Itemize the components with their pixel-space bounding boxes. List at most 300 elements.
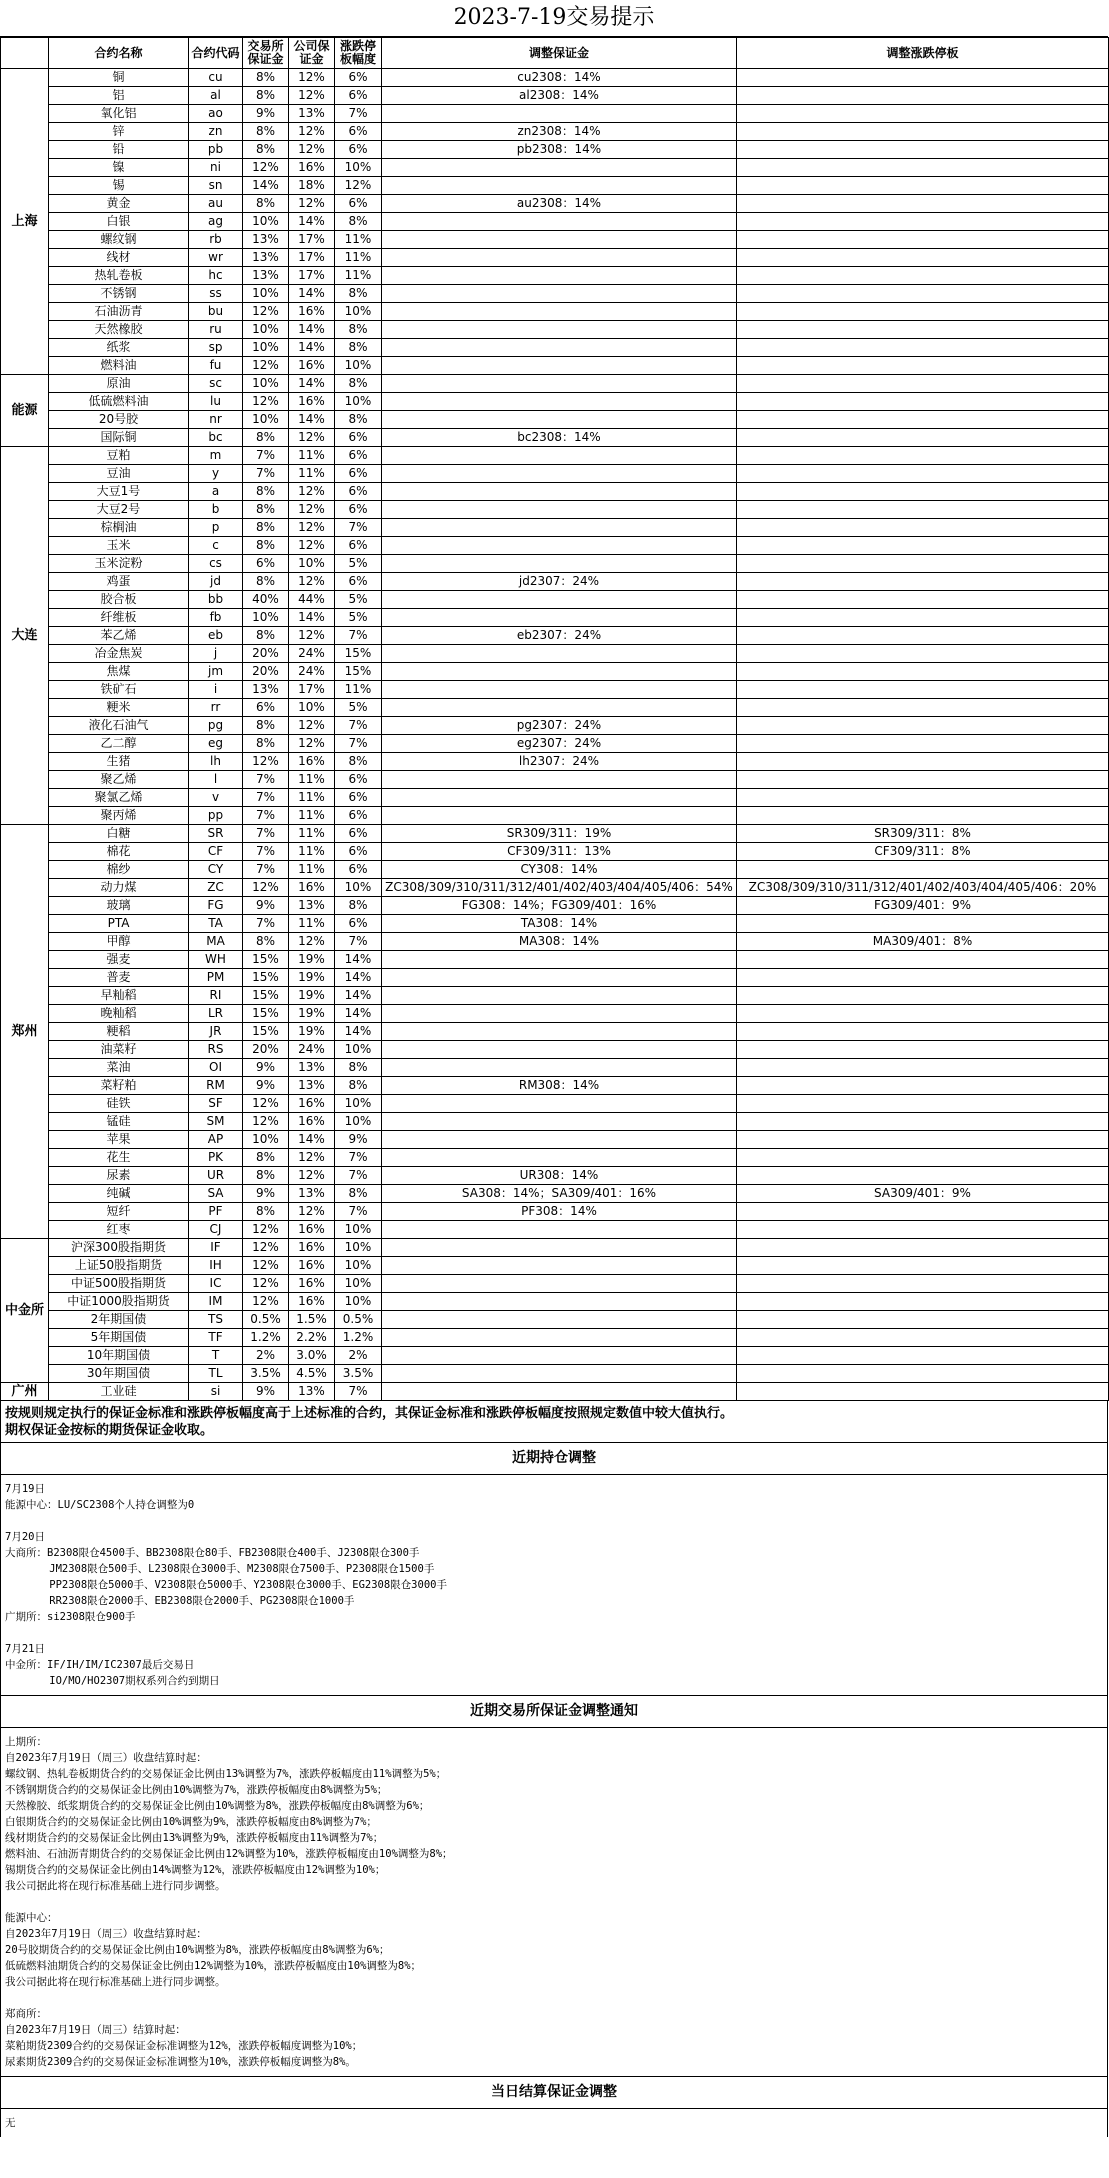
table-header-row: [1, 38, 1109, 69]
cell-price-limit: 9%: [335, 1131, 382, 1149]
cell-adjusted-limit: [737, 213, 1109, 231]
cell-adjusted-limit: [737, 609, 1109, 627]
cell-adjusted-limit: [737, 537, 1109, 555]
cell-contract-code: wr: [189, 249, 243, 267]
cell-adjusted-limit: [737, 1221, 1109, 1239]
cell-adjusted-limit: [737, 1365, 1109, 1383]
cell-adjusted-limit: [737, 141, 1109, 159]
section-line: 螺纹钢、热轧卷板期货合约的交易保证金比例由13%调整为7%，涨跌停板幅度由11%调整为5%；: [5, 1768, 447, 1780]
cell-contract-code: LR: [189, 1005, 243, 1023]
cell-company-margin: 12%: [289, 123, 335, 141]
cell-contract-code: m: [189, 447, 243, 465]
cell-adjusted-margin: [382, 1005, 737, 1023]
section-line: [5, 1990, 1103, 2006]
cell-price-limit: 10%: [335, 1257, 382, 1275]
section-line: 天然橡胶、纸浆期货合约的交易保证金比例由10%调整为8%，涨跌停板幅度由8%调整为6%；: [5, 1800, 430, 1812]
cell-contract-code: i: [189, 681, 243, 699]
cell-price-limit: 6%: [335, 915, 382, 933]
cell-company-margin: 19%: [289, 1023, 335, 1041]
cell-exchange-margin: 9%: [243, 105, 289, 123]
header-adjusted-limit: 调整涨跌停板: [737, 38, 1109, 69]
cell-exchange-margin: 8%: [243, 1149, 289, 1167]
cell-contract-name: 铅: [49, 141, 189, 159]
cell-company-margin: 14%: [289, 411, 335, 429]
cell-adjusted-margin: [382, 591, 737, 609]
cell-company-margin: 4.5%: [289, 1365, 335, 1383]
cell-price-limit: 7%: [335, 519, 382, 537]
cell-exchange-margin: 10%: [243, 1131, 289, 1149]
cell-company-margin: 10%: [289, 555, 335, 573]
cell-price-limit: 15%: [335, 663, 382, 681]
cell-company-margin: 12%: [289, 1167, 335, 1185]
cell-price-limit: 7%: [335, 627, 382, 645]
cell-price-limit: 8%: [335, 411, 382, 429]
cell-exchange-margin: 7%: [243, 825, 289, 843]
cell-contract-name: 聚乙烯: [49, 771, 189, 789]
cell-company-margin: 16%: [289, 1095, 335, 1113]
cell-company-margin: 12%: [289, 87, 335, 105]
cell-company-margin: 2.2%: [289, 1329, 335, 1347]
table-row: [1, 1023, 1109, 1041]
cell-price-limit: 8%: [335, 285, 382, 303]
cell-adjusted-margin: [382, 249, 737, 267]
cell-price-limit: 11%: [335, 249, 382, 267]
header-price-limit: 涨跌停板幅度: [335, 38, 382, 69]
exchange-label: 大连: [1, 447, 49, 825]
cell-contract-name: 5年期国债: [49, 1329, 189, 1347]
cell-contract-name: 冶金焦炭: [49, 645, 189, 663]
cell-adjusted-margin: FG308：14%；FG309/401：16%: [382, 897, 737, 915]
cell-contract-name: 聚氯乙烯: [49, 789, 189, 807]
cell-adjusted-margin: [382, 771, 737, 789]
table-row: [1, 393, 1109, 411]
cell-adjusted-margin: [382, 105, 737, 123]
cell-contract-code: eb: [189, 627, 243, 645]
cell-contract-code: CJ: [189, 1221, 243, 1239]
table-row: [1, 1293, 1109, 1311]
cell-price-limit: 10%: [335, 879, 382, 897]
cell-price-limit: 6%: [335, 861, 382, 879]
section-line: 自2023年7月19日（周三）收盘结算时起：: [5, 1752, 207, 1764]
section-line: IO/MO/HO2307期权系列合约到期日: [5, 1675, 220, 1687]
cell-contract-name: 螺纹钢: [49, 231, 189, 249]
cell-exchange-margin: 10%: [243, 213, 289, 231]
cell-contract-code: zn: [189, 123, 243, 141]
cell-contract-code: lh: [189, 753, 243, 771]
cell-price-limit: 14%: [335, 1005, 382, 1023]
cell-adjusted-limit: [737, 555, 1109, 573]
cell-price-limit: 11%: [335, 231, 382, 249]
table-row: [1, 627, 1109, 645]
cell-contract-code: au: [189, 195, 243, 213]
cell-adjusted-margin: [382, 393, 737, 411]
cell-contract-code: sc: [189, 375, 243, 393]
cell-price-limit: 5%: [335, 699, 382, 717]
cell-contract-name: 不锈钢: [49, 285, 189, 303]
cell-adjusted-limit: [737, 483, 1109, 501]
header-adjusted-margin: 调整保证金: [382, 38, 737, 69]
cell-contract-name: 大豆1号: [49, 483, 189, 501]
cell-adjusted-limit: [737, 267, 1109, 285]
cell-price-limit: 6%: [335, 771, 382, 789]
table-row: [1, 321, 1109, 339]
table-row: [1, 177, 1109, 195]
cell-adjusted-margin: [382, 1149, 737, 1167]
cell-adjusted-margin: [382, 267, 737, 285]
cell-contract-code: b: [189, 501, 243, 519]
cell-adjusted-margin: [382, 339, 737, 357]
cell-exchange-margin: 12%: [243, 879, 289, 897]
cell-adjusted-limit: CF309/311：8%: [737, 843, 1109, 861]
cell-contract-code: IH: [189, 1257, 243, 1275]
cell-adjusted-limit: [737, 753, 1109, 771]
cell-adjusted-margin: [382, 357, 737, 375]
cell-adjusted-limit: [737, 951, 1109, 969]
cell-adjusted-limit: [737, 645, 1109, 663]
cell-contract-name: 普麦: [49, 969, 189, 987]
cell-exchange-margin: 8%: [243, 627, 289, 645]
cell-exchange-margin: 12%: [243, 753, 289, 771]
cell-price-limit: 10%: [335, 303, 382, 321]
cell-price-limit: 6%: [335, 537, 382, 555]
cell-contract-code: y: [189, 465, 243, 483]
table-row: [1, 1239, 1109, 1257]
cell-exchange-margin: 20%: [243, 645, 289, 663]
section-line: [5, 1894, 1103, 1910]
cell-company-margin: 12%: [289, 141, 335, 159]
cell-exchange-margin: 15%: [243, 1005, 289, 1023]
cell-contract-code: a: [189, 483, 243, 501]
cell-price-limit: 10%: [335, 1095, 382, 1113]
cell-company-margin: 14%: [289, 1131, 335, 1149]
header-exchange-margin: 交易所保证金: [243, 38, 289, 69]
cell-adjusted-limit: [737, 1293, 1109, 1311]
cell-adjusted-limit: [737, 105, 1109, 123]
section-line: 线材期货合约的交易保证金比例由13%调整为9%，涨跌停板幅度由11%调整为7%；: [5, 1832, 384, 1844]
table-row: [1, 591, 1109, 609]
cell-adjusted-limit: [737, 1239, 1109, 1257]
cell-contract-code: eg: [189, 735, 243, 753]
cell-contract-name: 锰硅: [49, 1113, 189, 1131]
section-line: 我公司据此将在现行标准基础上进行同步调整。: [5, 1976, 226, 1988]
cell-company-margin: 16%: [289, 1275, 335, 1293]
cell-adjusted-margin: [382, 1095, 737, 1113]
cell-company-margin: 12%: [289, 1203, 335, 1221]
cell-contract-code: bb: [189, 591, 243, 609]
section-body: [0, 1475, 1108, 1695]
cell-company-margin: 12%: [289, 1149, 335, 1167]
cell-exchange-margin: 12%: [243, 1095, 289, 1113]
cell-company-margin: 11%: [289, 807, 335, 825]
cell-adjusted-limit: [737, 1131, 1109, 1149]
cell-price-limit: 8%: [335, 1059, 382, 1077]
cell-adjusted-margin: [382, 699, 737, 717]
section-line: 低硫燃料油期货合约的交易保证金比例由12%调整为10%，涨跌停板幅度由10%调整为8%；: [5, 1960, 422, 1972]
cell-price-limit: 14%: [335, 969, 382, 987]
cell-contract-code: cu: [189, 69, 243, 87]
cell-contract-code: SF: [189, 1095, 243, 1113]
table-row: [1, 915, 1109, 933]
cell-company-margin: 12%: [289, 933, 335, 951]
cell-price-limit: 5%: [335, 555, 382, 573]
cell-adjusted-margin: [382, 969, 737, 987]
section-line: 20号胶期货合约的交易保证金比例由10%调整为8%，涨跌停板幅度由8%调整为6%；: [5, 1944, 390, 1956]
table-row: [1, 411, 1109, 429]
cell-contract-code: MA: [189, 933, 243, 951]
cell-adjusted-limit: [737, 1059, 1109, 1077]
cell-price-limit: 0.5%: [335, 1311, 382, 1329]
margin-table: [0, 37, 1109, 1401]
table-row: [1, 645, 1109, 663]
cell-contract-code: c: [189, 537, 243, 555]
cell-company-margin: 10%: [289, 699, 335, 717]
table-row: [1, 357, 1109, 375]
cell-adjusted-margin: [382, 483, 737, 501]
cell-exchange-margin: 8%: [243, 519, 289, 537]
cell-company-margin: 1.5%: [289, 1311, 335, 1329]
cell-company-margin: 11%: [289, 447, 335, 465]
section-line: RR2308限仓2000手、EB2308限仓2000手、PG2308限仓1000手: [5, 1595, 355, 1607]
cell-contract-name: 焦煤: [49, 663, 189, 681]
cell-adjusted-limit: [737, 249, 1109, 267]
table-row: [1, 285, 1109, 303]
cell-contract-name: 线材: [49, 249, 189, 267]
cell-contract-code: bu: [189, 303, 243, 321]
cell-company-margin: 12%: [289, 573, 335, 591]
cell-price-limit: 10%: [335, 1113, 382, 1131]
cell-price-limit: 14%: [335, 951, 382, 969]
cell-adjusted-limit: [737, 1167, 1109, 1185]
cell-contract-code: cs: [189, 555, 243, 573]
cell-adjusted-margin: SR309/311：19%: [382, 825, 737, 843]
cell-exchange-margin: 10%: [243, 411, 289, 429]
cell-contract-name: 玉米: [49, 537, 189, 555]
cell-adjusted-margin: [382, 447, 737, 465]
table-row: [1, 609, 1109, 627]
cell-exchange-margin: 12%: [243, 1275, 289, 1293]
cell-exchange-margin: 8%: [243, 717, 289, 735]
section-line: 能源中心：: [5, 1912, 58, 1924]
cell-company-margin: 12%: [289, 429, 335, 447]
cell-exchange-margin: 10%: [243, 339, 289, 357]
table-row: [1, 69, 1109, 87]
section-line: 7月20日: [5, 1531, 45, 1543]
cell-exchange-margin: 12%: [243, 303, 289, 321]
cell-contract-name: 沪深300股指期货: [49, 1239, 189, 1257]
cell-exchange-margin: 13%: [243, 249, 289, 267]
cell-adjusted-limit: [737, 915, 1109, 933]
cell-company-margin: 12%: [289, 501, 335, 519]
cell-contract-name: 硅铁: [49, 1095, 189, 1113]
section-line: 自2023年7月19日（周三）结算时起：: [5, 2024, 186, 2036]
cell-adjusted-margin: [382, 807, 737, 825]
cell-exchange-margin: 8%: [243, 123, 289, 141]
cell-contract-name: 中证1000股指期货: [49, 1293, 189, 1311]
table-row: [1, 753, 1109, 771]
cell-company-margin: 13%: [289, 1077, 335, 1095]
cell-contract-code: fb: [189, 609, 243, 627]
cell-adjusted-limit: [737, 717, 1109, 735]
section-line: 尿素期货2309合约的交易保证金标准调整为10%，涨跌停板幅度调整为8%。: [5, 2056, 356, 2068]
cell-exchange-margin: 8%: [243, 141, 289, 159]
cell-price-limit: 6%: [335, 195, 382, 213]
cell-company-margin: 16%: [289, 879, 335, 897]
cell-contract-name: 短纤: [49, 1203, 189, 1221]
cell-price-limit: 7%: [335, 1383, 382, 1401]
cell-exchange-margin: 12%: [243, 1257, 289, 1275]
cell-contract-code: IM: [189, 1293, 243, 1311]
cell-contract-code: SR: [189, 825, 243, 843]
table-row: [1, 951, 1109, 969]
cell-adjusted-limit: [737, 735, 1109, 753]
cell-exchange-margin: 12%: [243, 1221, 289, 1239]
section-line: PP2308限仓5000手、V2308限仓5000手、Y2308限仓3000手、EG2308限仓3000手: [5, 1579, 447, 1591]
cell-adjusted-margin: [382, 1023, 737, 1041]
cell-adjusted-limit: [737, 195, 1109, 213]
cell-price-limit: 7%: [335, 105, 382, 123]
section-line: 广期所：si2308限仓900手: [5, 1611, 136, 1623]
cell-adjusted-margin: [382, 681, 737, 699]
table-row: [1, 1203, 1109, 1221]
cell-exchange-margin: 1.2%: [243, 1329, 289, 1347]
cell-price-limit: 8%: [335, 321, 382, 339]
table-row: [1, 213, 1109, 231]
cell-contract-code: T: [189, 1347, 243, 1365]
cell-exchange-margin: 7%: [243, 465, 289, 483]
cell-exchange-margin: 20%: [243, 1041, 289, 1059]
table-row: [1, 843, 1109, 861]
cell-exchange-margin: 10%: [243, 321, 289, 339]
cell-company-margin: 11%: [289, 825, 335, 843]
cell-adjusted-limit: [737, 123, 1109, 141]
cell-contract-name: 白银: [49, 213, 189, 231]
table-row: [1, 1311, 1109, 1329]
cell-contract-code: j: [189, 645, 243, 663]
cell-adjusted-limit: [737, 987, 1109, 1005]
cell-adjusted-limit: [737, 1041, 1109, 1059]
cell-contract-name: 纯碱: [49, 1185, 189, 1203]
cell-company-margin: 14%: [289, 321, 335, 339]
header-company-margin: 公司保证金: [289, 38, 335, 69]
cell-company-margin: 16%: [289, 753, 335, 771]
table-row: [1, 375, 1109, 393]
cell-adjusted-limit: [737, 771, 1109, 789]
cell-contract-code: pp: [189, 807, 243, 825]
cell-adjusted-margin: [382, 1365, 737, 1383]
cell-price-limit: 7%: [335, 1203, 382, 1221]
section-line: 菜粕期货2309合约的交易保证金标准调整为12%，涨跌停板幅度调整为10%；: [5, 2040, 363, 2052]
cell-contract-code: lu: [189, 393, 243, 411]
section-line: [5, 1625, 1103, 1641]
cell-adjusted-margin: au2308：14%: [382, 195, 737, 213]
cell-contract-name: 豆粕: [49, 447, 189, 465]
cell-price-limit: 7%: [335, 1167, 382, 1185]
cell-exchange-margin: 10%: [243, 609, 289, 627]
cell-price-limit: 10%: [335, 357, 382, 375]
cell-adjusted-margin: al2308：14%: [382, 87, 737, 105]
cell-contract-name: 锌: [49, 123, 189, 141]
cell-adjusted-margin: [382, 303, 737, 321]
cell-contract-code: pg: [189, 717, 243, 735]
cell-adjusted-limit: [737, 789, 1109, 807]
cell-contract-code: WH: [189, 951, 243, 969]
cell-adjusted-margin: [382, 663, 737, 681]
cell-contract-code: l: [189, 771, 243, 789]
table-row: [1, 1329, 1109, 1347]
cell-exchange-margin: 12%: [243, 1293, 289, 1311]
cell-adjusted-margin: [382, 789, 737, 807]
cell-exchange-margin: 9%: [243, 1383, 289, 1401]
section-line: 无: [5, 2117, 16, 2129]
table-row: [1, 159, 1109, 177]
cell-contract-name: 镍: [49, 159, 189, 177]
cell-adjusted-limit: [737, 375, 1109, 393]
cell-exchange-margin: 15%: [243, 969, 289, 987]
section-line: 7月19日: [5, 1483, 45, 1495]
cell-price-limit: 6%: [335, 447, 382, 465]
cell-contract-code: rr: [189, 699, 243, 717]
cell-adjusted-margin: MA308：14%: [382, 933, 737, 951]
cell-adjusted-margin: [382, 231, 737, 249]
exchange-label: 郑州: [1, 825, 49, 1239]
cell-contract-name: 白糖: [49, 825, 189, 843]
header-exchange: [1, 38, 49, 69]
table-row: [1, 735, 1109, 753]
cell-company-margin: 14%: [289, 213, 335, 231]
cell-contract-code: OI: [189, 1059, 243, 1077]
cell-contract-name: 天然橡胶: [49, 321, 189, 339]
rule-note: 期权保证金按标的期货保证金收取。: [5, 1423, 214, 1438]
cell-exchange-margin: 9%: [243, 897, 289, 915]
cell-contract-name: 上证50股指期货: [49, 1257, 189, 1275]
cell-company-margin: 12%: [289, 69, 335, 87]
cell-adjusted-margin: [382, 1131, 737, 1149]
cell-price-limit: 8%: [335, 339, 382, 357]
cell-contract-name: 2年期国债: [49, 1311, 189, 1329]
cell-adjusted-margin: pg2307：24%: [382, 717, 737, 735]
cell-contract-code: RM: [189, 1077, 243, 1095]
cell-company-margin: 16%: [289, 1113, 335, 1131]
cell-adjusted-margin: [382, 1221, 737, 1239]
section-line: 燃料油、石油沥青期货合约的交易保证金比例由12%调整为10%，涨跌停板幅度由10%调整为8%；: [5, 1848, 453, 1860]
cell-contract-name: 玻璃: [49, 897, 189, 915]
cell-price-limit: 6%: [335, 123, 382, 141]
cell-adjusted-limit: [737, 969, 1109, 987]
cell-contract-name: 石油沥青: [49, 303, 189, 321]
cell-company-margin: 16%: [289, 303, 335, 321]
table-row: [1, 141, 1109, 159]
cell-price-limit: 10%: [335, 1293, 382, 1311]
cell-company-margin: 13%: [289, 105, 335, 123]
cell-company-margin: 14%: [289, 375, 335, 393]
cell-adjusted-margin: [382, 159, 737, 177]
cell-price-limit: 11%: [335, 267, 382, 285]
table-row: [1, 1131, 1109, 1149]
table-row: [1, 699, 1109, 717]
table-row: [1, 663, 1109, 681]
cell-adjusted-limit: [737, 1383, 1109, 1401]
cell-adjusted-margin: [382, 1311, 737, 1329]
cell-adjusted-limit: [737, 1113, 1109, 1131]
cell-exchange-margin: 7%: [243, 789, 289, 807]
table-row: [1, 807, 1109, 825]
cell-price-limit: 7%: [335, 1149, 382, 1167]
cell-exchange-margin: 8%: [243, 573, 289, 591]
table-row: [1, 933, 1109, 951]
table-row: [1, 1365, 1109, 1383]
table-row: [1, 1185, 1109, 1203]
table-row: [1, 1005, 1109, 1023]
